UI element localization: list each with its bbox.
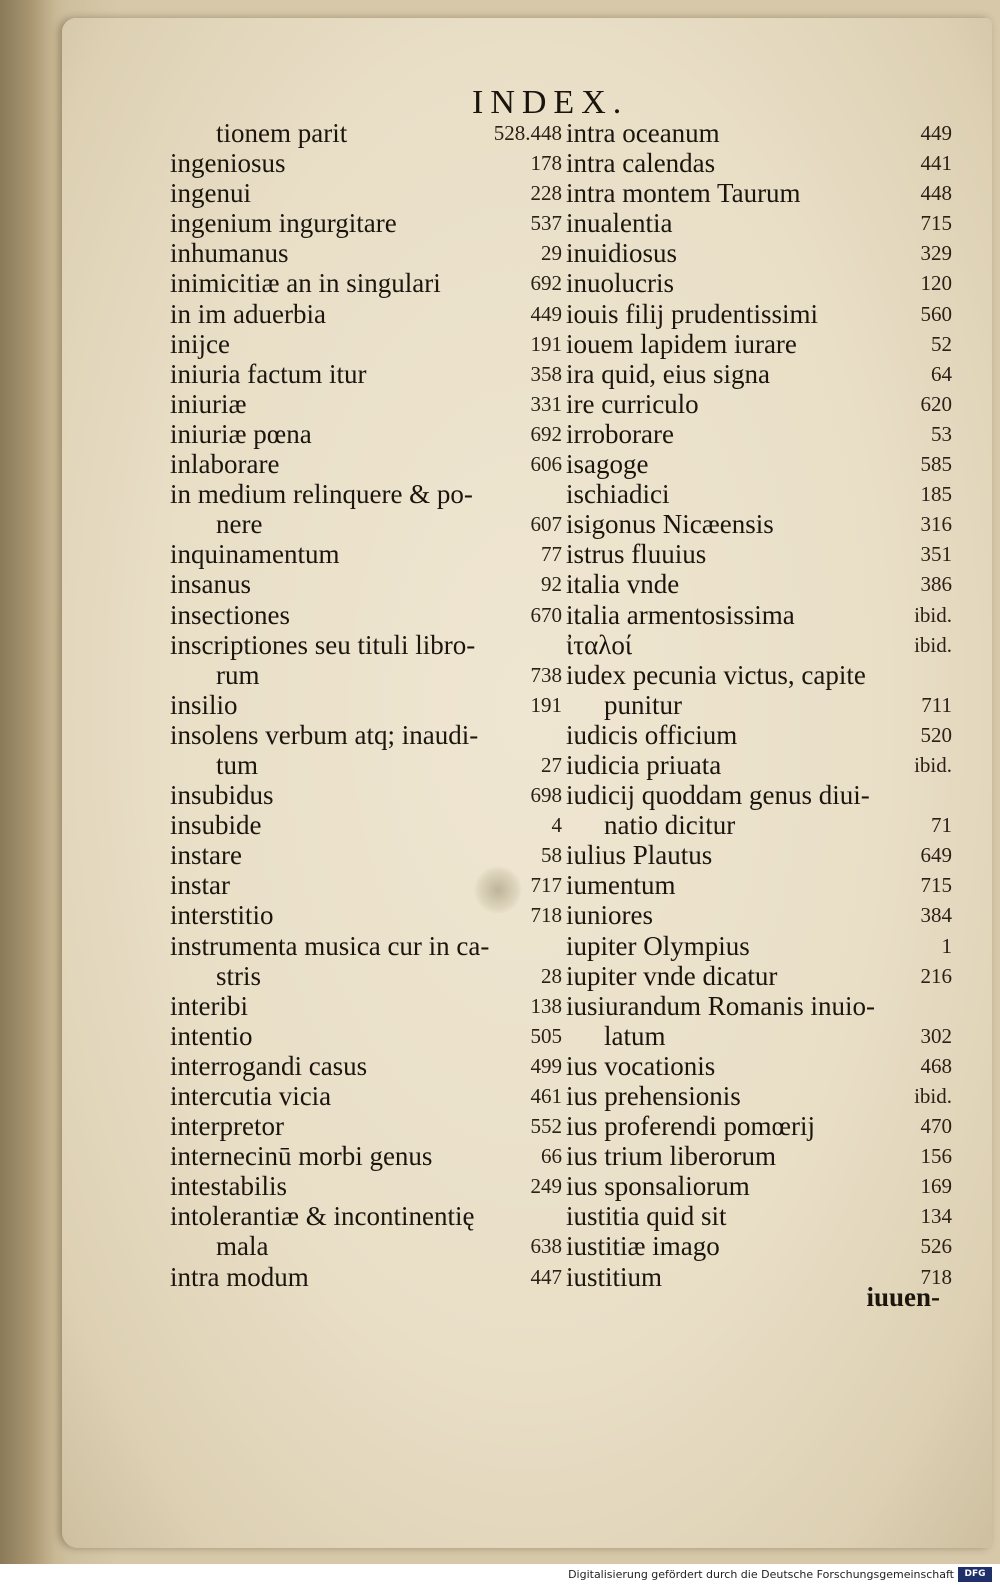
index-term: internecinū morbi genus (170, 1141, 433, 1172)
index-entry (566, 1171, 952, 1201)
page-reference: 29 (541, 241, 562, 266)
index-term: interpretor (170, 1111, 284, 1142)
page-reference: 71 (931, 813, 952, 838)
index-term: inimicitiæ an in singulari (170, 268, 441, 299)
index-term: iouis filij prudentissimi (566, 298, 819, 329)
index-term: iniuriæ (170, 388, 247, 419)
index-term: inuidiosus (566, 238, 678, 269)
page-reference: 316 (920, 512, 952, 537)
index-entry (170, 750, 562, 780)
page-reference: ibid. (914, 1084, 952, 1108)
page-reference: 620 (920, 391, 952, 416)
index-entry (566, 1201, 952, 1231)
page-reference: 228 (530, 181, 562, 206)
index-term: intra modum (170, 1261, 309, 1292)
index-entry (566, 479, 952, 509)
index-entry (566, 991, 952, 1021)
index-entry (170, 780, 562, 810)
index-term: ingeniosus (170, 148, 286, 179)
page-reference: 692 (530, 421, 562, 446)
index-term: in medium relinquere & po- (170, 479, 473, 510)
index-term: interstitio (170, 900, 274, 931)
index-entry (170, 1231, 562, 1261)
page-reference: 138 (530, 993, 562, 1018)
index-entry (170, 1111, 562, 1141)
page-reference: 1 (941, 933, 952, 958)
index-term: in im aduerbia (170, 298, 326, 329)
index-term: ira quid, eius signa (566, 358, 770, 389)
index-term: iulius Plautus (566, 840, 713, 871)
index-entry (170, 870, 562, 900)
index-entry (170, 810, 562, 840)
index-entry (170, 961, 562, 991)
page-reference: 92 (541, 572, 562, 597)
index-entry (170, 1021, 562, 1051)
page-reference: 717 (530, 873, 562, 898)
index-entry (170, 720, 562, 750)
index-entry (566, 780, 952, 810)
page-reference: 670 (530, 602, 562, 627)
page-reference: 552 (530, 1114, 562, 1139)
index-term: irroborare (566, 418, 674, 449)
page-reference: 738 (530, 662, 562, 687)
index-entry (170, 840, 562, 870)
page-reference: 585 (920, 452, 952, 477)
index-term: isigonus Nicæensis (566, 509, 774, 540)
index-term: ius prehensionis (566, 1081, 741, 1111)
index-entry (170, 991, 562, 1021)
page-reference: 711 (921, 692, 952, 717)
page-reference: 607 (530, 512, 562, 537)
index-term: inijce (170, 328, 230, 359)
index-entry (566, 630, 952, 660)
page-reference: 302 (920, 1023, 952, 1048)
page-reference: 638 (530, 1234, 562, 1259)
index-term: inuolucris (566, 268, 674, 299)
index-term: instrumenta musica cur in ca- (170, 930, 490, 961)
index-entry (566, 178, 952, 208)
index-entry (170, 690, 562, 720)
page-reference: 606 (530, 452, 562, 477)
page-reference: 52 (931, 331, 952, 356)
page-reference: 331 (530, 391, 562, 416)
index-entry (170, 359, 562, 389)
index-entry (170, 1201, 562, 1231)
footer-bar (0, 1564, 1000, 1586)
page-reference: 358 (530, 361, 562, 386)
index-entry (566, 810, 952, 840)
index-column-left (170, 118, 562, 1292)
page-reference: 718 (530, 903, 562, 928)
index-entry (170, 178, 562, 208)
index-term: iudex pecunia victus, capite (566, 659, 866, 690)
index-term: ingenium ingurgitare (170, 208, 397, 239)
page-reference: 134 (920, 1204, 952, 1229)
index-term: stris (216, 960, 262, 991)
index-term: insubide (170, 810, 262, 841)
index-term: iniuriæ pœna (170, 418, 312, 449)
catchword: iuuen- (866, 1282, 940, 1312)
page-reference: ibid. (914, 632, 952, 657)
page-reference: 448 (920, 181, 952, 206)
index-term: iupiter Olympius (566, 930, 750, 961)
index-entry (170, 660, 562, 690)
index-entry (170, 1051, 562, 1081)
index-entry (170, 238, 562, 268)
page-reference: 537 (530, 211, 562, 236)
index-entry (170, 539, 562, 569)
index-entry (566, 539, 952, 569)
index-entry (566, 118, 952, 148)
page-reference: ibid. (914, 602, 952, 627)
page-reference: 169 (920, 1174, 952, 1199)
page-reference: 649 (920, 843, 952, 868)
index-term: insilio (170, 689, 238, 720)
index-entry (566, 961, 952, 991)
index-entry (170, 268, 562, 298)
index-term: insanus (170, 569, 251, 600)
index-entry (170, 600, 562, 630)
page-reference: 461 (530, 1084, 562, 1108)
index-entry (170, 1171, 562, 1201)
index-term: nere (216, 509, 263, 540)
page-reference: 499 (530, 1053, 562, 1078)
index-term: inualentia (566, 208, 673, 239)
index-entry (170, 479, 562, 509)
index-entry (170, 329, 562, 359)
index-term: ingenui (170, 178, 251, 209)
page-reference: 249 (530, 1174, 562, 1199)
index-term: iumentum (566, 870, 676, 901)
page-reference: 692 (530, 271, 562, 296)
index-entry (566, 600, 952, 630)
index-term: insectiones (170, 599, 290, 630)
index-term: intra calendas (566, 148, 716, 179)
page-reference: 384 (920, 903, 952, 928)
page-reference: 156 (920, 1144, 952, 1169)
page-reference: 386 (920, 572, 952, 597)
index-entry (566, 750, 952, 780)
index-term: instare (170, 840, 242, 871)
index-entry (170, 931, 562, 961)
index-entry (170, 509, 562, 539)
index-term: ius proferendi pomœrij (566, 1111, 815, 1142)
index-entry (170, 299, 562, 329)
index-term: instar (170, 870, 230, 901)
index-entry (566, 660, 952, 690)
page-reference: 191 (530, 331, 562, 356)
index-term: intra oceanum (566, 118, 720, 148)
page-reference: 27 (541, 752, 562, 777)
index-term: intra montem Taurum (566, 178, 801, 209)
index-term: tionem parit (216, 118, 348, 148)
index-entry (566, 1111, 952, 1141)
index-entry (566, 870, 952, 900)
index-entry (566, 840, 952, 870)
index-entry (566, 931, 952, 961)
index-term: italia armentosissima (566, 599, 795, 630)
page-reference: 718 (920, 1264, 952, 1289)
index-entry (566, 1051, 952, 1081)
index-term: insolens verbum atq; inaudi- (170, 719, 479, 750)
index-term: intercutia vicia (170, 1081, 332, 1111)
index-term: inlaborare (170, 449, 280, 480)
index-entry (170, 1081, 562, 1111)
index-term: ischiadici (566, 479, 670, 510)
index-term: ire curriculo (566, 388, 699, 419)
page-reference: 58 (541, 843, 562, 868)
index-entry (566, 720, 952, 750)
footer-credit: Digitalisierung gefördert durch die Deutsche Forschungsgemeinschaft (568, 1568, 954, 1581)
index-entry (566, 1231, 952, 1261)
index-term: iudicis officium (566, 719, 738, 750)
page-reference: 468 (920, 1053, 952, 1078)
index-entry (566, 419, 952, 449)
index-term: intentio (170, 1020, 253, 1051)
page-reference: 66 (541, 1144, 562, 1169)
index-term: insubidus (170, 780, 274, 811)
index-term: intestabilis (170, 1171, 287, 1202)
index-entry (170, 1141, 562, 1171)
dfg-logo: DFG (958, 1567, 992, 1582)
index-entry (566, 148, 952, 178)
index-term: ἰταλοί (566, 629, 633, 660)
page-reference: 449 (920, 121, 952, 145)
page-reference: 185 (920, 482, 952, 507)
page-reference: 560 (920, 301, 952, 326)
index-term: rum (216, 659, 260, 690)
index-entry (566, 1081, 952, 1111)
index-entry (566, 509, 952, 539)
index-entry (566, 389, 952, 419)
page-reference: 77 (541, 542, 562, 567)
index-term: isagoge (566, 449, 649, 480)
index-term: iustitiæ imago (566, 1231, 720, 1262)
page-reference: 53 (931, 421, 952, 446)
index-entry (566, 690, 952, 720)
index-entry (170, 449, 562, 479)
index-term: italia vnde (566, 569, 680, 600)
index-term: inquinamentum (170, 539, 340, 570)
page-reference: 470 (920, 1114, 952, 1139)
index-term: tum (216, 749, 259, 780)
index-term: iustitium (566, 1261, 663, 1292)
index-term: ius vocationis (566, 1050, 716, 1081)
page-reference: 441 (920, 151, 952, 176)
index-term: inscriptiones seu tituli libro- (170, 629, 476, 660)
page-reference: ibid. (914, 752, 952, 777)
page-reference: 329 (920, 241, 952, 266)
page-reference: 28 (541, 963, 562, 988)
index-term: mala (216, 1231, 269, 1262)
page-reference: 528.448 (493, 121, 562, 145)
index-term: latum (604, 1020, 666, 1051)
page-reference: 526 (920, 1234, 952, 1259)
index-entry (170, 208, 562, 238)
index-entry (566, 359, 952, 389)
index-term: punitur (604, 689, 682, 720)
index-term: iudicij quoddam genus diui- (566, 780, 870, 811)
index-term: istrus fluuius (566, 539, 707, 570)
page-reference: 178 (530, 151, 562, 176)
index-entry (566, 268, 952, 298)
index-entry (170, 419, 562, 449)
index-term: iudicia priuata (566, 749, 722, 780)
index-term: iniuria factum itur (170, 358, 367, 389)
index-column-right (566, 118, 952, 1292)
index-entry (566, 329, 952, 359)
page-reference: 715 (920, 211, 952, 236)
page-reference: 216 (920, 963, 952, 988)
index-entry (170, 569, 562, 599)
index-term: interibi (170, 990, 248, 1021)
index-term: iouem lapidem iurare (566, 328, 797, 359)
page-reference: 191 (530, 692, 562, 717)
index-term: inhumanus (170, 238, 289, 269)
page-reference: 64 (931, 361, 952, 386)
index-entry (566, 569, 952, 599)
index-entry (170, 630, 562, 660)
index-entry (566, 900, 952, 930)
page-reference: 449 (530, 301, 562, 326)
index-entry (566, 208, 952, 238)
index-term: iuniores (566, 900, 653, 931)
page-reference: 520 (920, 722, 952, 747)
index-entry (170, 900, 562, 930)
page-reference: 715 (920, 873, 952, 898)
index-entry (566, 1141, 952, 1171)
page-reference: 505 (530, 1023, 562, 1048)
index-entry (170, 148, 562, 178)
page-reference: 120 (920, 271, 952, 296)
index-term: ius trium liberorum (566, 1141, 776, 1172)
page-title: INDEX. (472, 84, 629, 121)
index-entry (170, 389, 562, 419)
index-term: iupiter vnde dicatur (566, 960, 778, 991)
page-reference: 351 (920, 542, 952, 567)
index-term: iusiurandum Romanis inuio- (566, 990, 875, 1021)
page-reference: 4 (551, 813, 562, 838)
index-term: interrogandi casus (170, 1050, 368, 1081)
index-entry (170, 118, 562, 148)
page-reference: 698 (530, 783, 562, 808)
index-entry (170, 1262, 562, 1292)
index-term: ius sponsaliorum (566, 1171, 750, 1202)
index-term: iustitia quid sit (566, 1201, 727, 1232)
index-entry (566, 299, 952, 329)
index-entry (566, 449, 952, 479)
index-entry (566, 1021, 952, 1051)
index-term: natio dicitur (604, 810, 736, 841)
index-entry (566, 238, 952, 268)
page-reference: 447 (530, 1264, 562, 1289)
index-term: intolerantiæ & incontinentię (170, 1201, 475, 1232)
